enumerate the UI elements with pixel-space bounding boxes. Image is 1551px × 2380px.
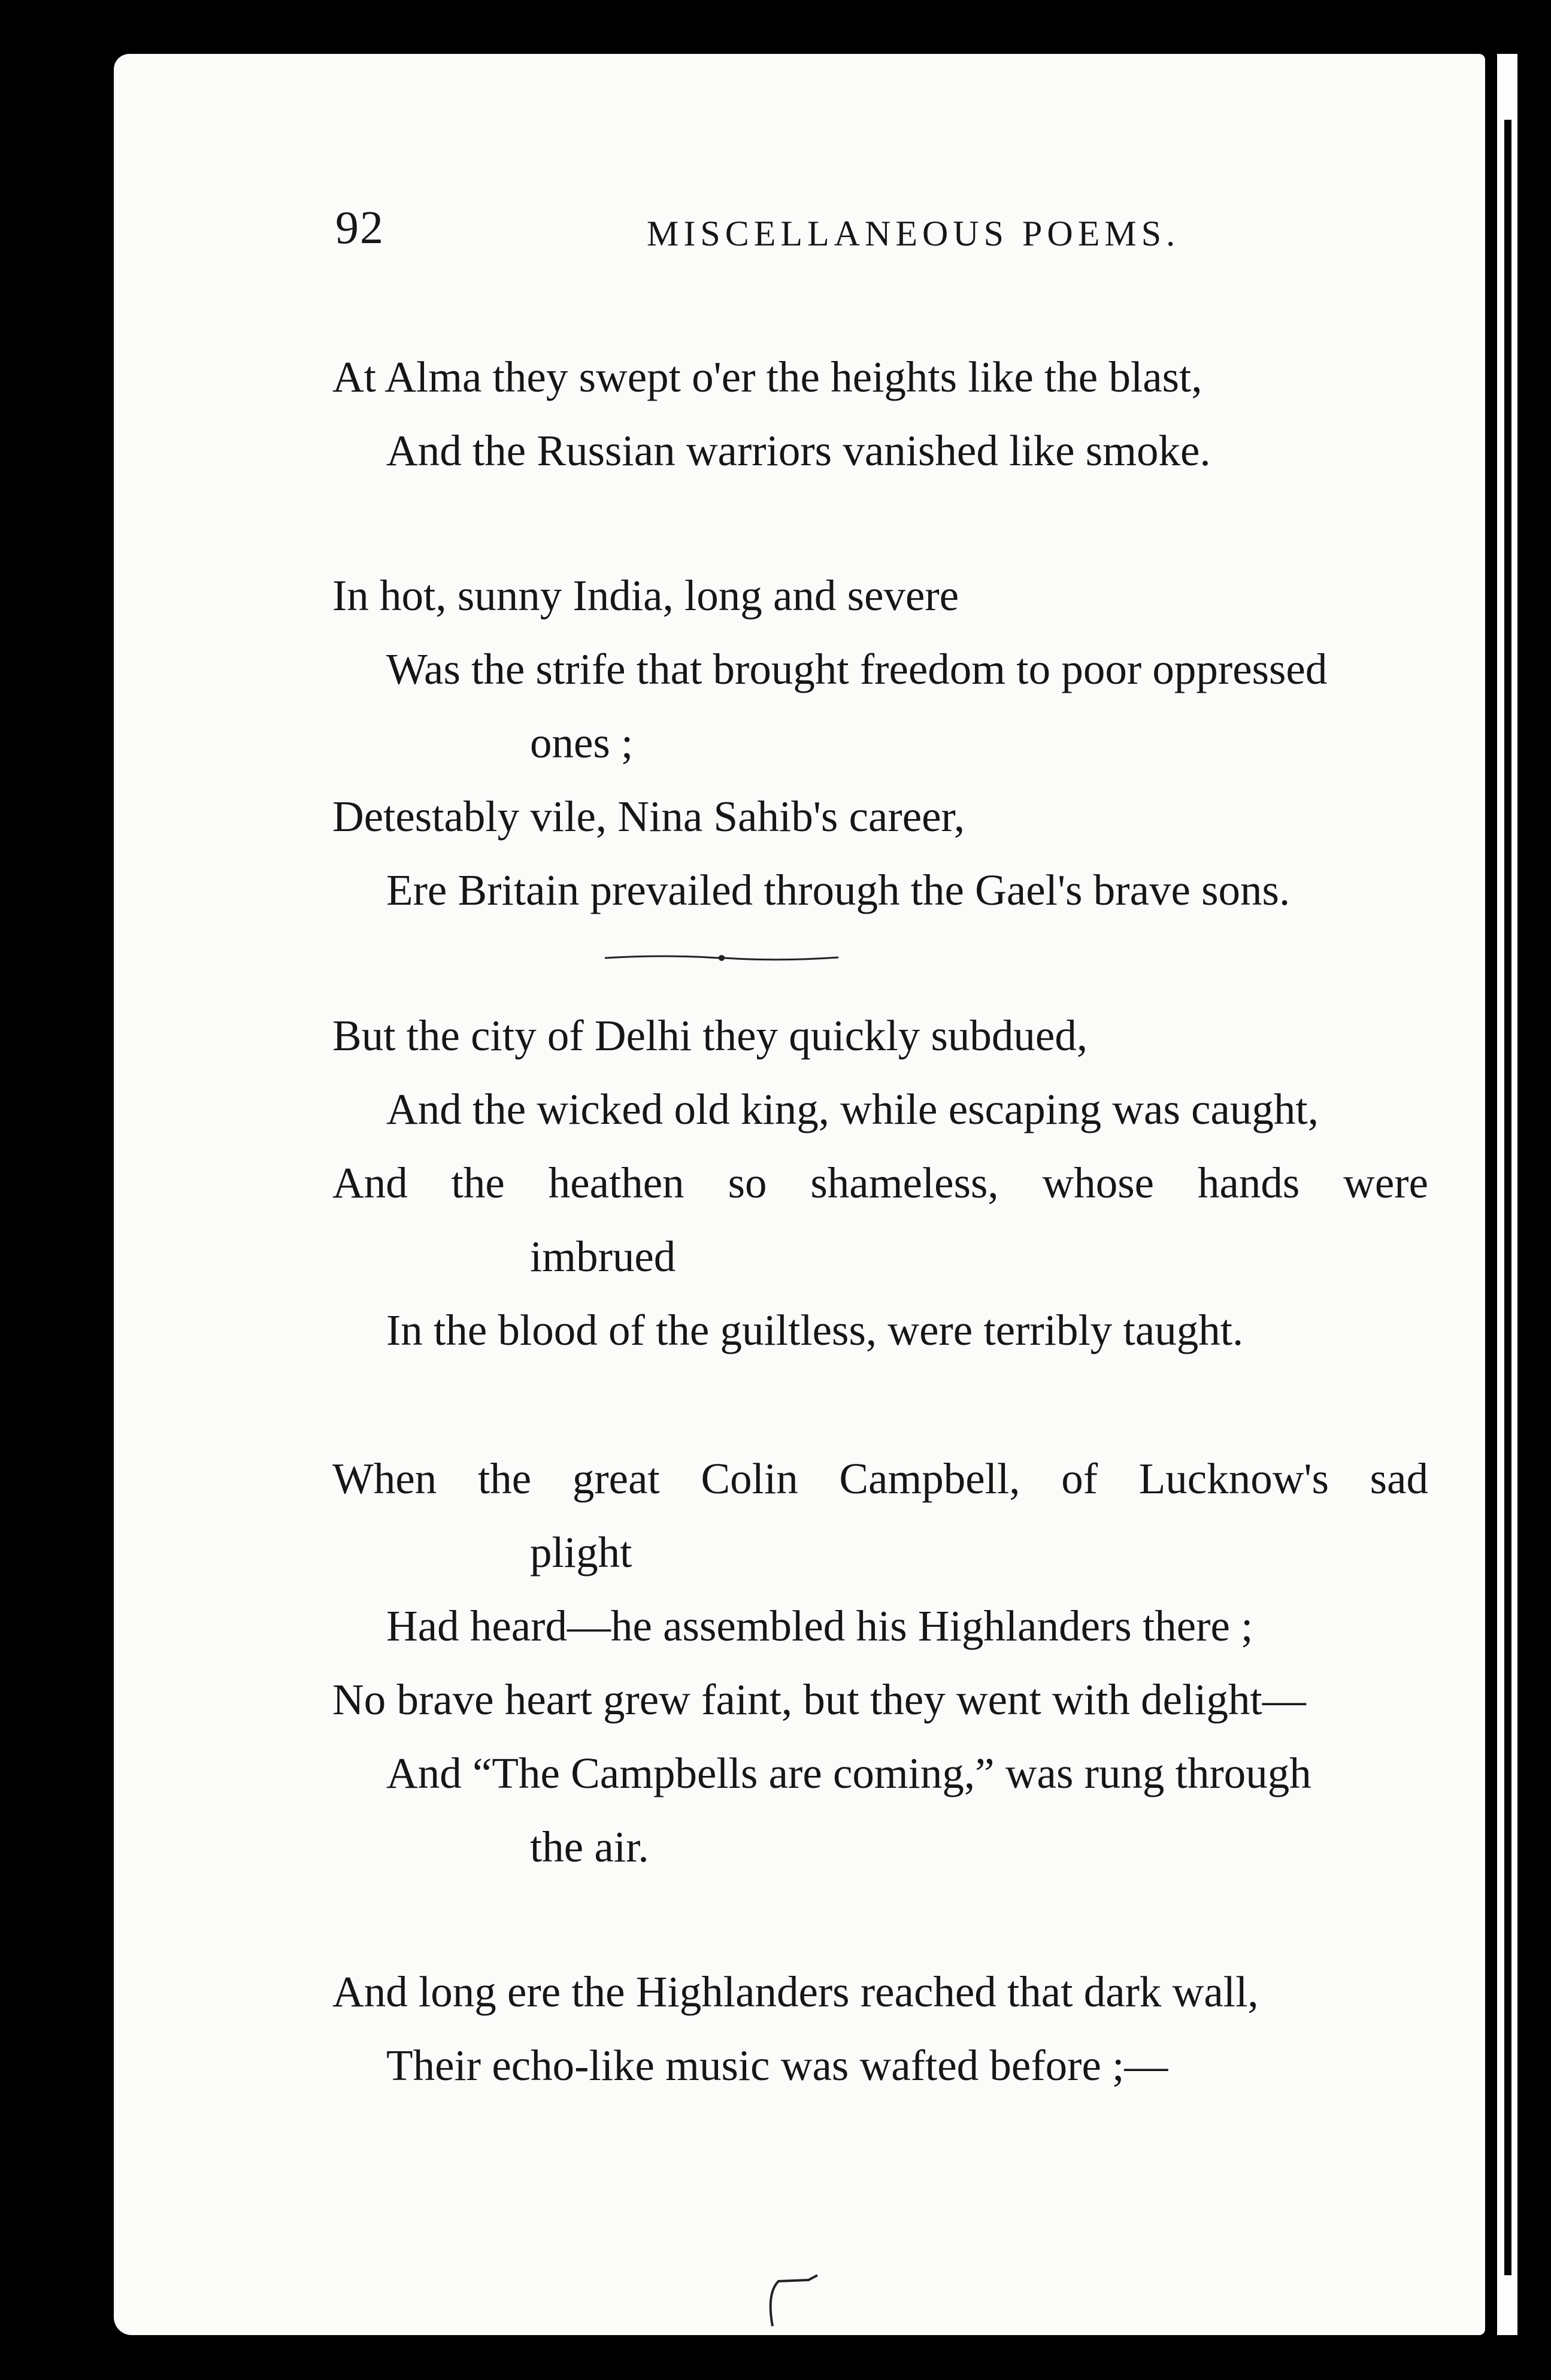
- poem-line: And the Russian warriors vanished like smoke.: [386, 426, 1211, 475]
- pencil-mark: [761, 2269, 832, 2329]
- poem-line: And the heathen so shameless, whose hands were: [332, 1159, 1428, 1207]
- poem-line: Was the strife that brought freedom to poor oppressed: [386, 645, 1328, 693]
- poem-line: Their echo-like music was wafted before ;—: [386, 2041, 1168, 2090]
- poem-line: When the great Colin Campbell, of Lucknow's sad: [332, 1454, 1428, 1503]
- page-header: [335, 198, 1473, 263]
- poem-line: In hot, sunny India, long and severe: [332, 571, 959, 620]
- poem-line: And the wicked old king, while escaping was caught,: [386, 1085, 1319, 1133]
- poem-line: Had heard—he assembled his Highlanders there ;: [386, 1602, 1253, 1650]
- poem-line: plight: [530, 1528, 632, 1576]
- poem-line: But the city of Delhi they quickly subdued,: [332, 1011, 1088, 1060]
- poem-line: At Alma they swept o'er the heights like the blast,: [332, 353, 1202, 401]
- poem-line: the air.: [530, 1823, 649, 1871]
- page-number: 92: [335, 201, 384, 253]
- poem-line: And long ere the Highlanders reached that dark wall,: [332, 1967, 1259, 2016]
- page-edge-shadow: [1504, 120, 1511, 2275]
- poem-line: ones ;: [530, 718, 634, 767]
- poem-line: And “The Campbells are coming,” was rung through: [386, 1749, 1311, 1797]
- poem-line: Detestably vile, Nina Sahib's career,: [332, 792, 965, 841]
- section-divider-ornament: [605, 952, 838, 964]
- poem-line: Ere Britain prevailed through the Gael's brave sons.: [386, 866, 1291, 914]
- poem-line: imbrued: [530, 1232, 676, 1281]
- running-head: MISCELLANEOUS POEMS.: [647, 214, 1180, 253]
- poem-line: In the blood of the guiltless, were terribly taught.: [386, 1306, 1244, 1354]
- poem-line: No brave heart grew faint, but they went with delight—: [332, 1675, 1306, 1724]
